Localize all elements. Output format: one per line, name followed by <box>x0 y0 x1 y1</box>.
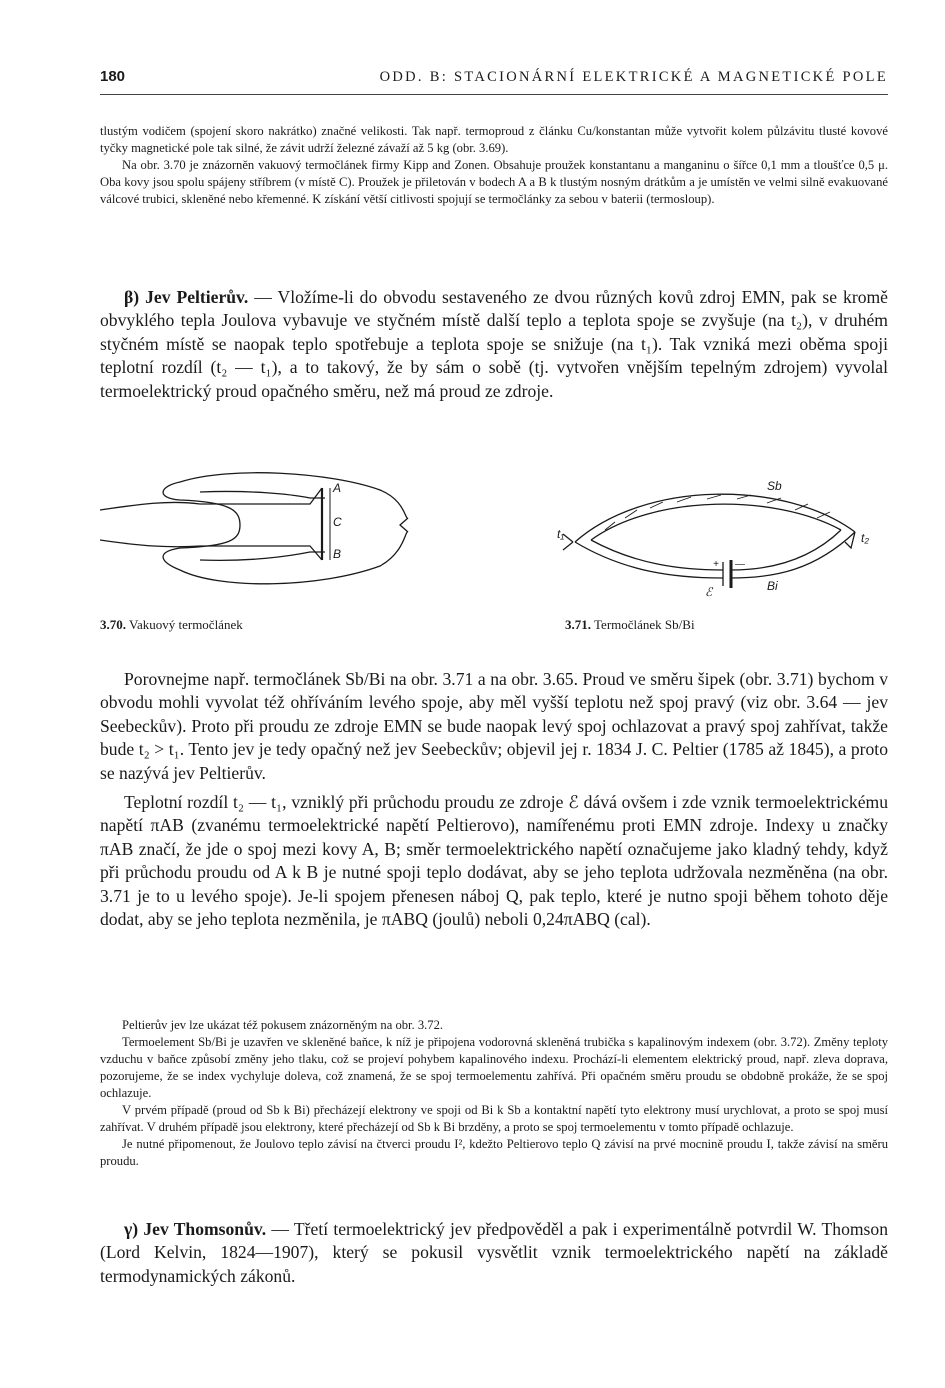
peltier-section <box>100 286 888 403</box>
label-plus: + <box>713 559 719 570</box>
caption-fig-3-70 <box>100 617 243 633</box>
inner-stem-upper <box>200 491 325 498</box>
label-bi: Bi <box>767 579 778 593</box>
bulb-outline <box>163 473 408 584</box>
thomson-paragraph <box>100 1218 888 1288</box>
small-paragraph: tlustým vodičem (spojení skoro nakrátko) značné velikosti. Tak např. termoproud z článku Cu/konstantan může vytvořit kolem půlzávitu tlusté kovové tyčky magnetické pole tak silné, že závit udrží železné závaží až 5 kg (obr. 3.69). <box>100 124 888 155</box>
body-paragraph: Teplotní rozdíl t₂ — t₁, vzniklý při průchodu proudu ze zdroje ℰ dává ovšem i zde vznik termoelektrickému napětí πAB (zvanému termoelektrické napětí Peltierovo), namířenému proti EMN zdroje. Indexy u značky πAB značí, že jde o spoj mezi kovy A, B; směr termoelektrického napětí označujeme jako kladný tehdy, když při průchodu proudu od A k B je nutné spoji teplo dodávat, aby se jeho teplota udržovala nezměněna (na obr. 3.71 je to u levého spoje). Je-li spojem přenesen náboj Q, pak teplo, které je nutno spoji během tohoto děje dodat, aby se jeho teplota nezměnila, je πABQ (joulů) neboli 0,24πABQ (cal). <box>100 792 888 930</box>
running-title: ODD. B: STACIONÁRNÍ ELEKTRICKÉ A MAGNETICKÉ POLE <box>379 69 888 85</box>
peltier-text: — Vložíme-li do obvodu sestaveného ze dvou různých kovů zdroj EMN, pak se kromě obvyklého tepla Joulova vybavuje ve styčném místě další teplo a teplota spoje se zvyšuje (na t₂), v druhém styčném místě se naopak teplo spotřebuje a teplota spoje se snižuje (na t₁). Tak vzniká mezi oběma spoji teplotní rozdíl (t₂ — t₁), a to takový, že by sám o sobě (tj. vytvořen vnějším tepelným zdrojem) vyvolal termoelektrický proud opačného směru, než má proud ze zdroje. <box>100 287 888 401</box>
caption-number: 3.70. <box>100 617 126 632</box>
lead-wire-2 <box>100 540 322 560</box>
main-body <box>100 668 888 931</box>
figure-sb-bi-thermocouple <box>555 472 885 607</box>
body-paragraph: Porovnejme např. termočlánek Sb/Bi na obr. 3.71 a na obr. 3.65. Proud ve směru šipek (obr. 3.71) bychom v obvodu mohli vyvolat též ohříváním levého spoje, aby měl vyšší teplotu než spoj pravý (viz obr. 3.64 — jev Seebeckův). Proto při proudu ze zdroje EMN se bude naopak levý spoj ochlazovat a pravý spoj zahřívat, takže bude t₂ > t₁. Tento jev je tedy opačný než jev Seebeckův; objevil jej r. 1834 J. C. Peltier (1785 až 1845), a proto se nazývá jev Peltierův. <box>100 669 888 783</box>
small-print-block-2 <box>100 1017 888 1170</box>
caption-fig-3-71 <box>565 617 695 633</box>
page-number: 180 <box>100 68 126 85</box>
caption-text: Vakuový termočlánek <box>126 617 243 632</box>
label-c: C <box>333 515 342 529</box>
section-heading-peltier: β) Jev Peltierův. <box>124 287 249 307</box>
label-t2: t₂ <box>861 531 869 545</box>
bi-arc-outer <box>575 532 855 578</box>
small-paragraph: Je nutné připomenout, že Joulovo teplo závisí na čtverci proudu I², kdežto Peltierovo teplo Q závisí na prvé mocnině proudu I, takže závisí na směru proudu. <box>100 1137 888 1168</box>
small-paragraph: Na obr. 3.70 je znázorněn vakuový termočlánek firmy Kipp and Zonen. Obsahuje proužek konstantanu a manganinu o šířce 0,1 mm a tloušťce 0,5 μ. Oba kovy jsou spolu spájeny stříbrem (v místě C). Proužek je přiletován v bodech A a B k tlustým nosným drátkům a je umístěn ve velmi silně evakuované válcové trubici, skleněné nebo křemenné. K získání větší citlivosti spojují se termočlánky za sebou v baterii (termosloup). <box>100 158 888 206</box>
label-a: A <box>333 481 342 495</box>
running-header <box>100 68 888 95</box>
label-minus: — <box>735 559 745 570</box>
small-print-block-1 <box>100 123 888 208</box>
small-paragraph: Peltierův jev lze ukázat též pokusem znázorněným na obr. 3.72. <box>122 1018 444 1032</box>
peltier-paragraph <box>100 286 888 403</box>
caption-text: Termočlánek Sb/Bi <box>591 617 695 632</box>
caption-number: 3.71. <box>565 617 591 632</box>
arrow-left <box>563 534 573 550</box>
inner-stem-lower <box>200 552 325 560</box>
small-paragraph: V prvém případě (proud od Sb k Bi) přecházejí elektrony ve spoji od Bi k Sb a kontaktní napětí tyto elektrony musí urychlovat, a proto se spoj musí zahřívat. V druhém případě jsou elektrony, které přecházejí od Sb k Bi brzděny, a proto se spoj termoelementu v tomto případě ochlazuje. <box>100 1103 888 1134</box>
thomson-text: — Třetí termoelektrický jev předpověděl a pak i experimentálně potvrdil W. Thomson (Lord Kelvin, 1824—1907), který se pokusil vysvětlit vznik termoelektrického napětí na základě termodynamických zákonů. <box>100 1219 888 1286</box>
label-t1: t₁ <box>557 527 565 541</box>
figure-vacuum-thermocouple <box>100 470 430 610</box>
section-heading-thomson: γ) Jev Thomsonův. <box>124 1219 267 1239</box>
small-paragraph: Termoelement Sb/Bi je uzavřen ve skleněné baňce, k níž je připojena vodorovná skleněná trubička s kapalinovým indexem (obr. 3.72). Změny teploty vzduchu v baňce způsobí změny jeho tlaku, což se projeví pohybem kapalinového indexu. Prochází-li elementem elektrický proud, např. zleva doprava, pozorujeme, že se index vychyluje doleva, což znamená, že se spoj termoelementu zahřívá. Při opačném směru proudu se obdobně prokáže, že se spoj ochlazuje. <box>100 1035 888 1100</box>
label-sb: Sb <box>767 479 782 493</box>
thomson-section <box>100 1218 888 1288</box>
label-emf: ℰ <box>705 585 713 599</box>
label-b: B <box>333 547 342 561</box>
sb-arc-inner <box>591 504 841 540</box>
